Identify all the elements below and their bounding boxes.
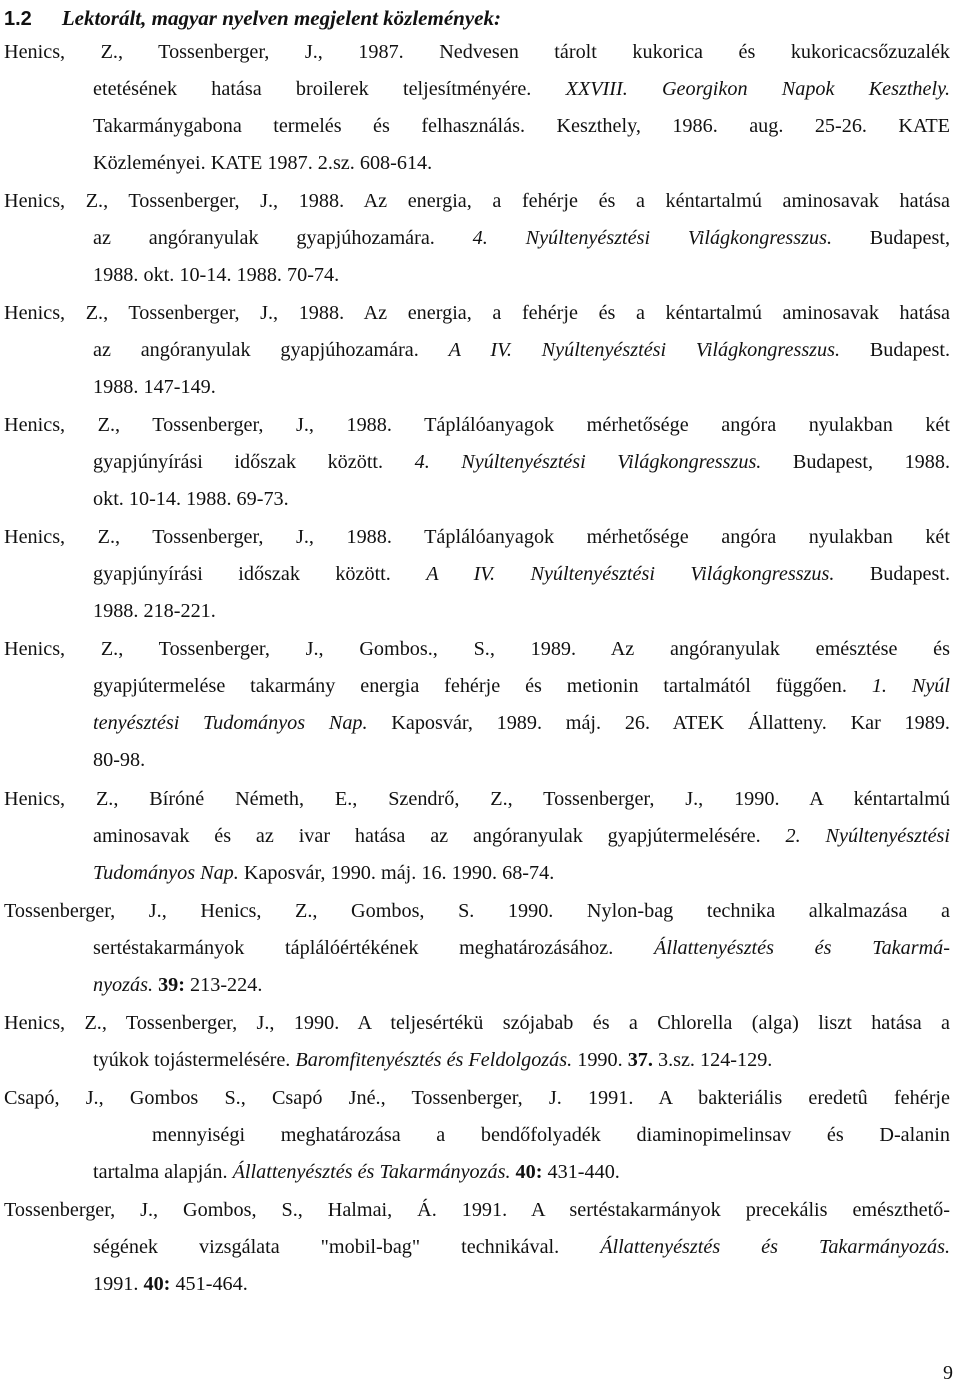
italic-run: 4. Nyúltenyésztési Világkongresszus.	[472, 227, 832, 249]
reference-line	[0, 556, 950, 593]
text-run: Budapest.	[840, 339, 950, 361]
text-run: gyapjútermelése takarmány energia fehérje és metionin tartalmától függően.	[93, 675, 872, 697]
text-run: 213-224.	[184, 974, 263, 996]
italic-run: nyozás.	[93, 974, 154, 996]
reference-line	[0, 1117, 950, 1154]
text-run: Kaposvár, 1990. máj. 16. 1990. 68-74.	[238, 862, 555, 884]
reference-line	[0, 930, 950, 967]
italic-run: A IV. Nyúltenyésztési Világkongresszus.	[426, 563, 835, 585]
text-run: Csapó, J., Gombos S., Csapó Jné., Tossenberger, J. 1991. A bakteriális eredetû fehérje	[4, 1087, 950, 1109]
text-run: gyapjúnyírási időszak között.	[93, 451, 415, 473]
section-number: 1.2	[4, 8, 32, 30]
reference-line	[0, 481, 950, 518]
text-run: Tossenberger, J., Henics, Z., Gombos, S. 1990. Nylon-bag technika alkalmazása a	[4, 900, 950, 922]
text-run: 451-464.	[170, 1273, 248, 1295]
italic-run: 2. Nyúltenyésztési	[785, 825, 950, 847]
text-run: okt. 10-14. 1988. 69-73.	[93, 488, 289, 510]
text-run: Henics, Z., Bíróné Németh, E., Szendrő, Z., Tossenberger, J., 1990. A kéntartalmú	[4, 788, 950, 810]
text-run: 3.sz. 124-129.	[652, 1049, 773, 1071]
text-run: Budapest,	[832, 227, 950, 249]
reference-line	[0, 967, 950, 1004]
bold-run: 39:	[158, 974, 185, 996]
reference-entry	[0, 781, 950, 892]
italic-run: Tudományos Nap.	[93, 862, 239, 884]
italic-run: Állattenyésztés és Takarmányozás.	[600, 1236, 950, 1258]
reference-entry	[0, 407, 950, 518]
reference-line	[0, 818, 950, 855]
reference-entry	[0, 34, 950, 182]
italic-run: Állattenyésztés és Takarmá-	[654, 937, 950, 959]
italic-run: tenyésztési Tudományos Nap.	[93, 712, 368, 734]
text-run: tartalma alapján.	[93, 1161, 233, 1183]
text-run: Henics, Z., Tossenberger, J., 1988. Az energia, a fehérje és a kéntartalmú aminosavak hatása	[4, 302, 950, 324]
text-run: Henics, Z., Tossenberger, J., Gombos., S., 1989. Az angóranyulak emésztése és	[4, 638, 950, 660]
italic-run: 4. Nyúltenyésztési Világkongresszus.	[414, 451, 762, 473]
reference-entry	[0, 519, 950, 630]
reference-line	[0, 1229, 950, 1266]
reference-line	[0, 183, 950, 220]
text-run: Takarmánygabona termelés és felhasználás. Keszthely, 1986. aug. 25-26. KATE	[93, 115, 950, 137]
reference-entry	[0, 1005, 950, 1079]
text-run: Budapest, 1988.	[761, 451, 950, 473]
text-run: 1991.	[93, 1273, 144, 1295]
reference-line	[0, 893, 950, 930]
text-run: Henics, Z., Tossenberger, J., 1988. Az energia, a fehérje és a kéntartalmú aminosavak hatása	[4, 190, 950, 212]
text-run: Budapest.	[834, 563, 950, 585]
text-run: Kaposvár, 1989. máj. 26. ATEK Állatteny. Kar 1989.	[367, 712, 950, 734]
page-number: 9	[943, 1362, 953, 1384]
italic-run: A IV. Nyúltenyésztési Világkongresszus.	[448, 339, 841, 361]
reference-entry	[0, 893, 950, 1004]
reference-line	[0, 369, 950, 406]
reference-line	[0, 332, 950, 369]
reference-entry	[0, 1080, 950, 1191]
text-run: 431-440.	[542, 1161, 620, 1183]
text-run: Henics, Z., Tossenberger, J., 1990. A teljesértékü szójabab és a Chlorella (alga) liszt hatása a	[4, 1012, 950, 1034]
reference-entry	[0, 183, 950, 294]
reference-entry	[0, 295, 950, 406]
reference-entry	[0, 1192, 950, 1303]
reference-line	[0, 1154, 950, 1191]
text-run: 1988. okt. 10-14. 1988. 70-74.	[93, 264, 340, 286]
reference-line	[0, 295, 950, 332]
reference-line	[0, 71, 950, 108]
reference-line	[0, 1005, 950, 1042]
text-run: gyapjúnyírási időszak között.	[93, 563, 427, 585]
text-run: tyúkok tojástermelésére.	[93, 1049, 296, 1071]
text-run: Közleményei. KATE 1987. 2.sz. 608-614.	[93, 152, 433, 174]
text-run: 1988. 218-221.	[93, 600, 216, 622]
text-run: az angóranyulak gyapjúhozamára.	[93, 339, 449, 361]
reference-line	[0, 519, 950, 556]
reference-line	[0, 668, 950, 705]
reference-line	[0, 407, 950, 444]
italic-run: Állattenyésztés és Takarmányozás.	[232, 1161, 511, 1183]
text-run: ségének vizsgálata "mobil-bag" technikával.	[93, 1236, 601, 1258]
text-run: 1988. 147-149.	[93, 376, 216, 398]
text-run: 80-98.	[93, 749, 146, 771]
section-title: Lektorált, magyar nyelven megjelent közlemények:	[61, 6, 501, 30]
bold-run: 40:	[515, 1161, 543, 1183]
reference-line	[0, 593, 950, 630]
reference-entry	[0, 631, 950, 779]
reference-line	[0, 257, 950, 294]
text-run: az angóranyulak gyapjúhozamára.	[93, 227, 473, 249]
text-run: sertéstakarmányok táplálóértékének meghatározásához.	[93, 937, 654, 959]
text-run: Tossenberger, J., Gombos, S., Halmai, Á. 1991. A sertéstakarmányok precekális emészthető-	[4, 1199, 950, 1221]
reference-line	[0, 742, 950, 779]
reference-line	[0, 145, 950, 182]
reference-line	[0, 1042, 950, 1079]
reference-line	[0, 705, 950, 742]
text-run: Henics, Z., Tossenberger, J., 1987. Nedvesen tárolt kukorica és kukoricacsőzuzalék	[4, 41, 950, 63]
italic-run: Baromfitenyésztés és Feldolgozás.	[295, 1049, 573, 1071]
italic-run: XXVIII. Georgikon Napok Keszthely.	[565, 78, 950, 100]
text-run: 1990.	[572, 1049, 628, 1071]
bold-run: 37.	[627, 1049, 653, 1071]
reference-line	[0, 855, 950, 892]
text-run: mennyiségi meghatározása a bendőfolyadék diaminopimelinsav és D-alanin	[152, 1124, 950, 1146]
text-run: etetésének hatása broilerek teljesítményére.	[93, 78, 566, 100]
bold-run: 40:	[143, 1273, 171, 1295]
section-heading	[4, 2, 501, 34]
reference-line	[0, 220, 950, 257]
reference-line	[0, 1080, 950, 1117]
reference-line	[0, 444, 950, 481]
italic-run: 1. Nyúl	[871, 675, 950, 697]
text-run: Henics, Z., Tossenberger, J., 1988. Táplálóanyagok mérhetősége angóra nyulakban két	[4, 414, 950, 436]
reference-line	[0, 1192, 950, 1229]
text-run: aminosavak és az ivar hatása az angóranyulak gyapjútermelésére.	[93, 825, 786, 847]
reference-line	[0, 1266, 950, 1303]
reference-line	[0, 34, 950, 71]
reference-line	[0, 781, 950, 818]
reference-line	[0, 108, 950, 145]
reference-line	[0, 631, 950, 668]
text-run: Henics, Z., Tossenberger, J., 1988. Táplálóanyagok mérhetősége angóra nyulakban két	[4, 526, 950, 548]
